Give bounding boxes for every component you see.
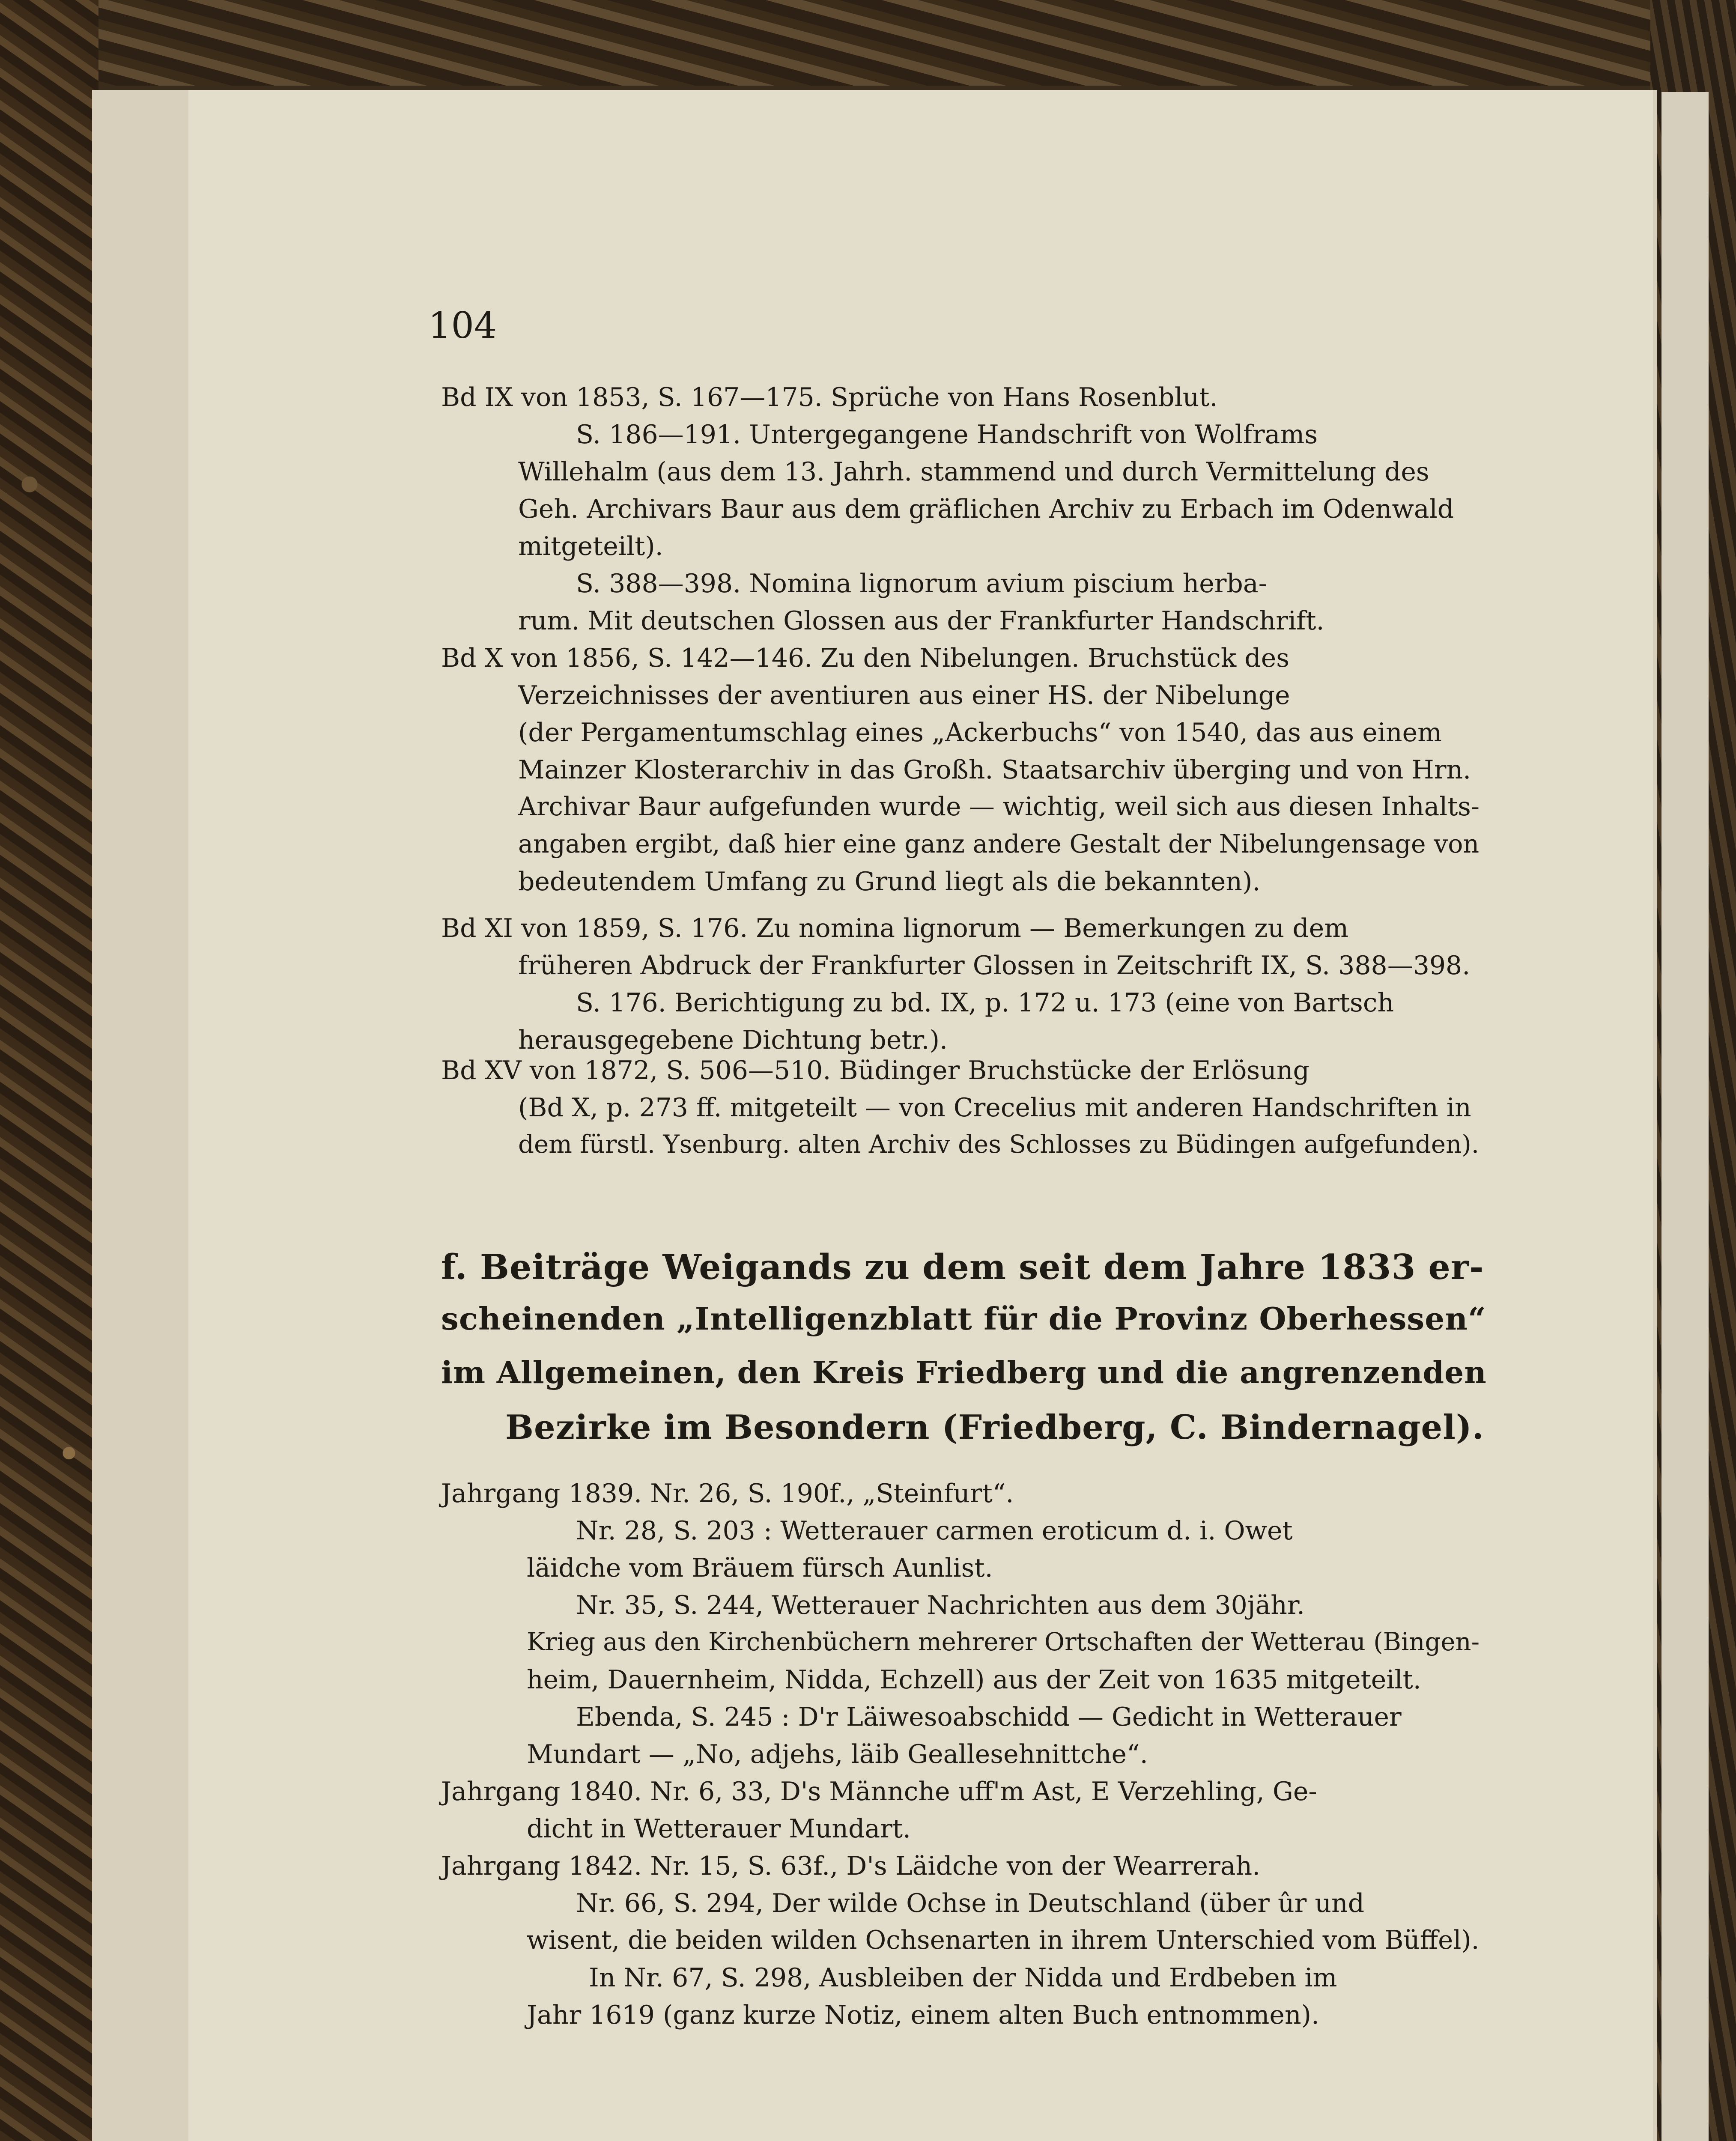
text-line: S. 186—191. Untergegangene Handschrift von Wolframs <box>576 420 1318 450</box>
text-line: Willehalm (aus dem 13. Jahrh. stammend und durch Vermittelung des <box>518 457 1429 487</box>
text-line: herausgegebene Dichtung betr.). <box>518 1025 948 1055</box>
text-line: Verzeichnisses der aventiuren aus einer HS. der Nibelunge <box>518 680 1290 710</box>
text-line: angaben ergibt, daß hier eine ganz andere Gestalt der Nibelungensage von <box>518 829 1479 859</box>
text-line: Nr. 66, S. 294, Der wilde Ochse in Deutschland (über ûr und <box>576 1888 1365 1918</box>
text-line: Ebenda, S. 245 : D'r Läiwesoabschidd — Gedicht in Wetterauer <box>576 1702 1402 1732</box>
page-number: 104 <box>428 304 497 346</box>
text-line: mitgeteilt). <box>518 531 663 561</box>
text-line: wisent, die beiden wilden Ochsenarten in ihrem Unterschied vom Büffel). <box>527 1926 1479 1955</box>
text-line: S. 388—398. Nomina lignorum avium piscium herba- <box>576 569 1267 599</box>
book-cover-top <box>0 0 1736 86</box>
text-line: früheren Abdruck der Frankfurter Glossen in Zeitschrift IX, S. 388—398. <box>518 951 1471 981</box>
text-line: Jahrgang 1842. Nr. 15, S. 63f., D's Läidche von der Wearrerah. <box>441 1851 1261 1881</box>
text-line: Jahrgang 1840. Nr. 6, 33, D's Männche uff'm Ast, E Verzehling, Ge- <box>441 1777 1317 1807</box>
text-line: In Nr. 67, S. 298, Ausbleiben der Nidda und Erdbeben im <box>589 1963 1337 1993</box>
text-line: Jahr 1619 (ganz kurze Notiz, einem alten Buch entnommen). <box>527 2000 1320 2030</box>
text-line: (der Pergamentumschlag eines „Ackerbuchs“ von 1540, das aus einem <box>518 718 1442 748</box>
text-line: Nr. 28, S. 203 : Wetterauer carmen eroticum d. i. Owet <box>576 1516 1293 1546</box>
text-line: dicht in Wetterauer Mundart. <box>527 1814 911 1844</box>
text-line: Jahrgang 1839. Nr. 26, S. 190f., „Steinfurt“. <box>441 1479 1014 1509</box>
text-line: Bd XV von 1872, S. 506—510. Büdinger Bruchstücke der Erlösung <box>441 1056 1309 1085</box>
text-line: Bd IX von 1853, S. 167—175. Sprüche von Hans Rosenblut. <box>441 382 1218 412</box>
text-line: S. 176. Berichtigung zu bd. IX, p. 172 u. 173 (eine von Bartsch <box>576 988 1394 1018</box>
text-line: Archivar Baur aufgefunden wurde — wichtig, weil sich aus diesen Inhalts- <box>518 792 1480 822</box>
text-line: Mainzer Klosterarchiv in das Großh. Staatsarchiv überging und von Hrn. <box>518 755 1471 785</box>
text-line: Bd X von 1856, S. 142—146. Zu den Nibelungen. Bruchstück des <box>441 643 1289 673</box>
book-cover-left <box>0 0 98 2141</box>
section-heading-line: f. Beiträge Weigands zu dem seit dem Jahre 1833 er- <box>441 1247 1484 1288</box>
text-line: (Bd X, p. 273 ff. mitgeteilt — von Crecelius mit anderen Handschriften in <box>518 1093 1471 1123</box>
text-line: Krieg aus den Kirchenbüchern mehrerer Ortschaften der Wetterau (Bingen- <box>527 1628 1480 1656</box>
text-line: bedeutendem Umfang zu Grund liegt als die bekannten). <box>518 867 1261 897</box>
section-heading-line: im Allgemeinen, den Kreis Friedberg und die angrenzenden <box>441 1354 1487 1390</box>
text-line: läidche vom Bräuem fürsch Aunlist. <box>527 1553 993 1583</box>
text-line: dem fürstl. Ysenburg. alten Archiv des Schlosses zu Büdingen aufgefunden). <box>518 1130 1479 1159</box>
section-heading-line: scheinenden „Intelligenzblatt für die Provinz Oberhessen“ <box>441 1301 1486 1337</box>
text-line: rum. Mit deutschen Glossen aus der Frankfurter Handschrift. <box>518 606 1324 636</box>
text-line: Nr. 35, S. 244, Wetterauer Nachrichten aus dem 30jähr. <box>576 1590 1305 1620</box>
text-line: Mundart — „No, adjehs, läib Geallesehnittche“. <box>527 1739 1148 1769</box>
text-line: Bd XI von 1859, S. 176. Zu nomina lignorum — Bemerkungen zu dem <box>441 913 1349 943</box>
section-heading-line: Bezirke im Besondern (Friedberg, C. Bindernagel). <box>505 1408 1484 1447</box>
text-line: heim, Dauernheim, Nidda, Echzell) aus der Zeit von 1635 mitgeteilt. <box>527 1665 1421 1695</box>
next-page-edge <box>1661 92 1709 2141</box>
text-line: Geh. Archivars Baur aus dem gräflichen Archiv zu Erbach im Odenwald <box>518 494 1454 524</box>
